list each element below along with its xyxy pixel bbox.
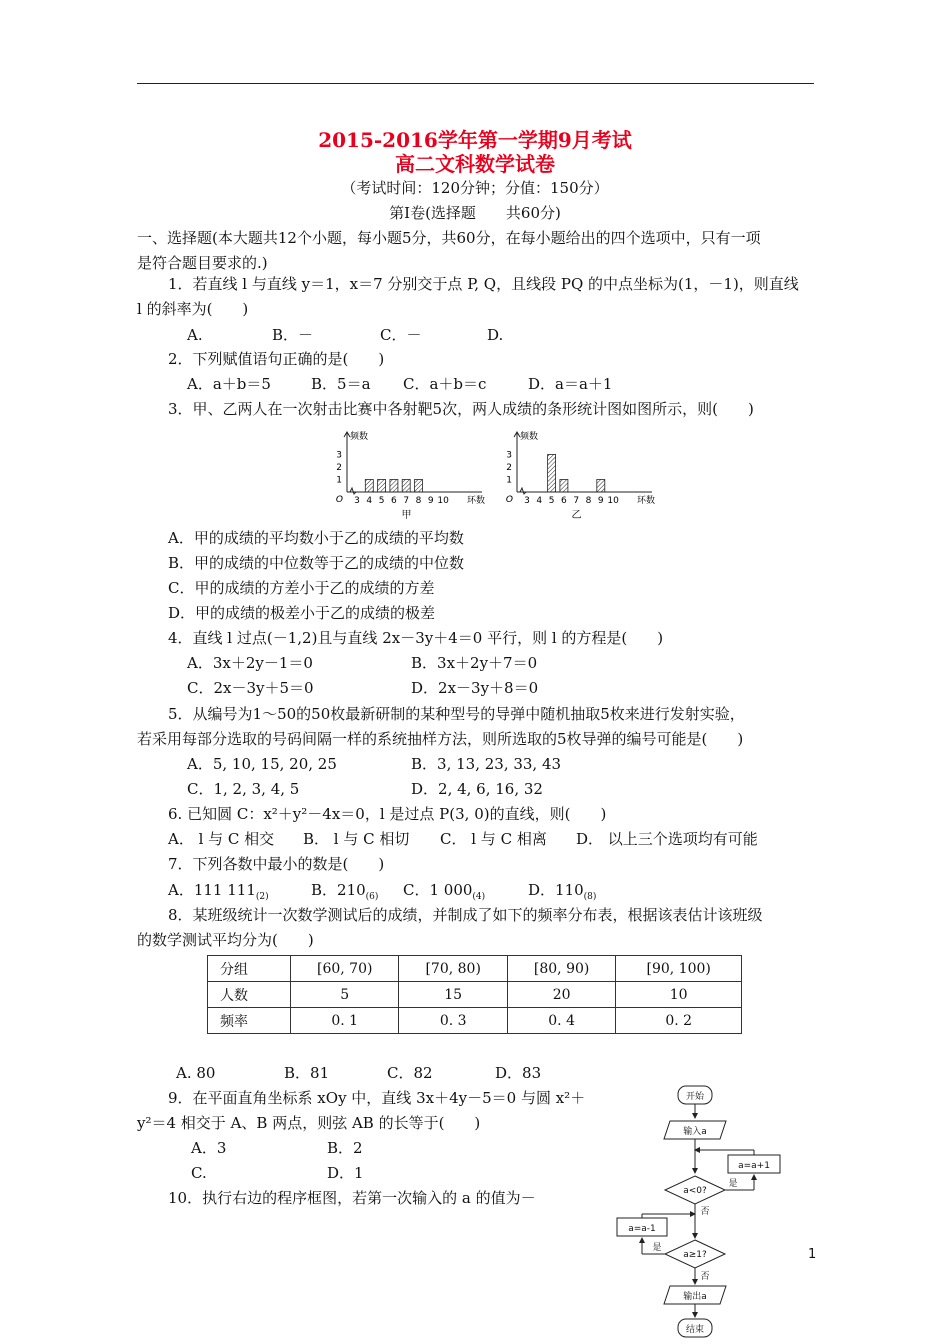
flow-decrement-label: a=a-1	[628, 1224, 656, 1234]
table-row	[208, 1008, 742, 1034]
bar-chart-jia	[327, 426, 487, 520]
q3-option-b: B．甲的成绩的中位数等于乙的成绩的中位数	[168, 554, 465, 572]
flow-start-label: 开始	[685, 1092, 705, 1102]
q6-option-b: B． l 与 C 相切	[303, 830, 410, 848]
table-cell: 0. 2	[616, 1008, 742, 1034]
flow-output-label: 输出a	[683, 1292, 707, 1302]
q8-option-a: A. 80	[176, 1064, 216, 1082]
y-tick-label: 3	[336, 450, 342, 461]
q2-option-d: D．a＝a＋1	[528, 375, 613, 393]
q8-option-b: B．81	[284, 1064, 330, 1082]
q9-stem-line-2: y²＝4 相交于 A、B 两点，则弦 AB 的长等于( )	[137, 1114, 481, 1132]
table-cell: 15	[399, 982, 507, 1008]
q8-stem-line-2: 的数学测试平均分为( )	[137, 931, 314, 949]
bar	[548, 455, 556, 493]
bar	[415, 480, 423, 493]
table-cell: 20	[507, 982, 615, 1008]
q4-option-a: A．3x＋2y－1＝0	[187, 654, 313, 672]
q5-option-a: A．5, 10, 15, 20, 25	[187, 755, 337, 773]
table-cell: 人数	[208, 982, 291, 1008]
q4-option-c: C．2x－3y＋5＝0	[187, 679, 314, 697]
section-heading: 第Ⅰ卷(选择题 共60分)	[389, 204, 561, 222]
q1-option-a: A.	[187, 326, 203, 344]
x-tick-label: 3	[354, 496, 360, 506]
q7-stem: 7．下列各数中最小的数是( )	[168, 855, 385, 873]
y-axis-title: 频数	[520, 432, 539, 442]
q9-option-b: B．2	[327, 1139, 363, 1157]
x-tick-label: 4	[536, 496, 543, 506]
x-tick-label: 9	[597, 496, 604, 506]
q8-option-d: D．83	[495, 1064, 542, 1082]
bar	[560, 480, 568, 493]
exam-title: 2015-2016学年第一学期9月考试	[318, 128, 632, 152]
q8-option-c: C．82	[387, 1064, 433, 1082]
page-number: 1	[808, 1247, 817, 1262]
q6-option-d: D． 以上三个选项均有可能	[576, 830, 758, 848]
q2-stem: 2．下列赋值语句正确的是( )	[168, 350, 385, 368]
table-row	[208, 982, 742, 1008]
flow-end-label: 结束	[685, 1325, 705, 1335]
table-cell: 5	[291, 982, 399, 1008]
bar	[402, 480, 410, 493]
table-cell: 0. 3	[399, 1008, 507, 1034]
q8-stem-line-1: 8．某班级统计一次数学测试后的成绩，并制成了如下的频率分布表，根据该表估计该班级	[168, 906, 763, 924]
q6-option-c: C． l 与 C 相离	[440, 830, 547, 848]
y-tick-label: 2	[336, 463, 342, 473]
x-axis-title: 环数	[466, 496, 486, 506]
flow-yes2-label: 是	[652, 1243, 662, 1253]
bar-chart-yi	[497, 426, 657, 520]
flow-cond2-label: a≥1?	[683, 1250, 707, 1260]
q7-option-c: C．1 $000_{(4)}$	[403, 881, 486, 902]
q4-option-b: B．3x＋2y＋7＝0	[411, 654, 538, 672]
x-tick-label: 8	[585, 496, 592, 506]
q3-option-c: C．甲的成绩的方差小于乙的成绩的方差	[168, 579, 435, 597]
x-tick-label: 6	[391, 496, 397, 506]
table-cell: 频率	[208, 1008, 291, 1034]
y-axis-title: 频数	[350, 432, 369, 442]
q4-stem: 4．直线 l 过点(－1,2)且与直线 2x－3y＋4＝0 平行，则 l 的方程是( )	[168, 629, 664, 647]
program-flowchart	[612, 1083, 787, 1341]
q5-option-c: C．1, 2, 3, 4, 5	[187, 780, 300, 798]
q9-option-c: C.	[191, 1164, 207, 1182]
bar	[365, 480, 373, 493]
q5-stem-line-2: 若采用每部分选取的号码间隔一样的系统抽样方法，则所选取的5枚导弹的编号可能是( )	[137, 730, 744, 748]
x-tick-label: 7	[403, 496, 410, 506]
x-tick-label: 3	[524, 496, 530, 506]
q6-stem: 6. 已知圆 C：x²＋y²－4x＝0，l 是过点 P(3, 0)的直线，则( )	[168, 805, 607, 823]
table-cell: 10	[616, 982, 742, 1008]
q9-option-a: A．3	[191, 1139, 227, 1157]
q7-option-a: A．111 $111_{(2)}$	[168, 881, 269, 902]
q1-option-d: D.	[487, 326, 504, 344]
q1-stem-line-1: 1．若直线 l 与直线 y＝1，x＝7 分别交于点 P, Q，且线段 PQ 的中点坐标为(1，－1)，则直线	[168, 275, 799, 293]
frequency-table	[207, 955, 742, 1034]
q1-option-c: C．－	[380, 326, 422, 344]
table-cell: 0. 1	[291, 1008, 399, 1034]
flow-yes1-label: 是	[728, 1179, 738, 1189]
table-cell: [90, 100)	[616, 956, 742, 982]
exam-info: （考试时间：120分钟；分值：150分）	[341, 179, 609, 197]
flow-cond1-label: a<0?	[683, 1186, 707, 1196]
flow-no1-label: 否	[700, 1207, 710, 1217]
flow-increment-label: a=a+1	[738, 1161, 770, 1171]
bar	[390, 480, 398, 493]
x-tick-label: 8	[415, 496, 422, 506]
x-tick-label: 10	[607, 496, 619, 506]
q5-option-b: B．3, 13, 23, 33, 43	[411, 755, 562, 773]
y-tick-label: 2	[506, 463, 512, 473]
table-cell: [60, 70)	[291, 956, 399, 982]
table-cell: 0. 4	[507, 1008, 615, 1034]
x-tick-label: 7	[573, 496, 580, 506]
q4-option-d: D．2x－3y＋8＝0	[411, 679, 539, 697]
chart-title: 甲	[401, 510, 412, 520]
chart-title: 乙	[571, 510, 582, 520]
y-tick-label: 1	[336, 475, 342, 486]
instructions-line-2: 是符合题目要求的.)	[137, 254, 268, 272]
origin-label: O	[335, 495, 343, 505]
bar	[597, 480, 605, 493]
y-tick-label: 1	[506, 475, 512, 486]
table-cell: 分组	[208, 956, 291, 982]
x-tick-label: 6	[561, 496, 567, 506]
flow-input-label: 输入a	[683, 1127, 707, 1137]
q3-option-d: D．甲的成绩的极差小于乙的成绩的极差	[168, 604, 436, 622]
flow-no2-label: 否	[700, 1272, 710, 1282]
x-axis-title: 环数	[636, 496, 656, 506]
q5-stem-line-1: 5．从编号为1～50的50枚最新研制的某种型号的导弹中随机抽取5枚来进行发射实验，	[168, 705, 745, 723]
table-cell: [80, 90)	[507, 956, 615, 982]
q9-option-d: D．1	[327, 1164, 364, 1182]
origin-label: O	[505, 495, 513, 505]
q1-option-b: B．－	[272, 326, 314, 344]
x-tick-label: 4	[366, 496, 373, 506]
exam-subtitle: 高二文科数学试卷	[395, 152, 555, 176]
q3-option-a: A．甲的成绩的平均数小于乙的成绩的平均数	[168, 529, 464, 547]
x-tick-label: 9	[427, 496, 434, 506]
table-row	[208, 956, 742, 982]
y-tick-label: 3	[506, 450, 512, 461]
q2-option-b: B．5＝a	[311, 375, 371, 393]
x-tick-label: 10	[437, 496, 449, 506]
axis-break-icon	[350, 488, 356, 494]
axis-break-icon	[520, 488, 526, 494]
table-cell: [70, 80)	[399, 956, 507, 982]
q3-stem: 3．甲、乙两人在一次射击比赛中各射靶5次，两人成绩的条形统计图如图所示，则( )	[168, 400, 754, 418]
q10-stem: 10．执行右边的程序框图，若第一次输入的 a 的值为－	[168, 1189, 536, 1207]
q2-option-a: A．a＋b＝5	[187, 375, 271, 393]
x-tick-label: 5	[548, 496, 555, 506]
q5-option-d: D．2, 4, 6, 16, 32	[411, 780, 543, 798]
q6-option-a: A． l 与 C 相交	[168, 830, 275, 848]
instructions-line-1: 一、选择题(本大题共12个小题，每小题5分，共60分，在每小题给出的四个选项中，只有一项	[137, 229, 761, 247]
q9-stem-line-1: 9．在平面直角坐标系 xOy 中，直线 3x＋4y－5＝0 与圆 x²＋	[168, 1089, 586, 1107]
header-rule	[137, 83, 814, 84]
q2-option-c: C．a＋b＝c	[403, 375, 487, 393]
bar	[378, 480, 386, 493]
q7-option-b: B．$210_{(6)}$	[311, 881, 379, 902]
q7-option-d: D．$110_{(8)}$	[528, 881, 597, 902]
x-tick-label: 5	[378, 496, 385, 506]
q1-stem-line-2: l 的斜率为( )	[137, 300, 249, 318]
